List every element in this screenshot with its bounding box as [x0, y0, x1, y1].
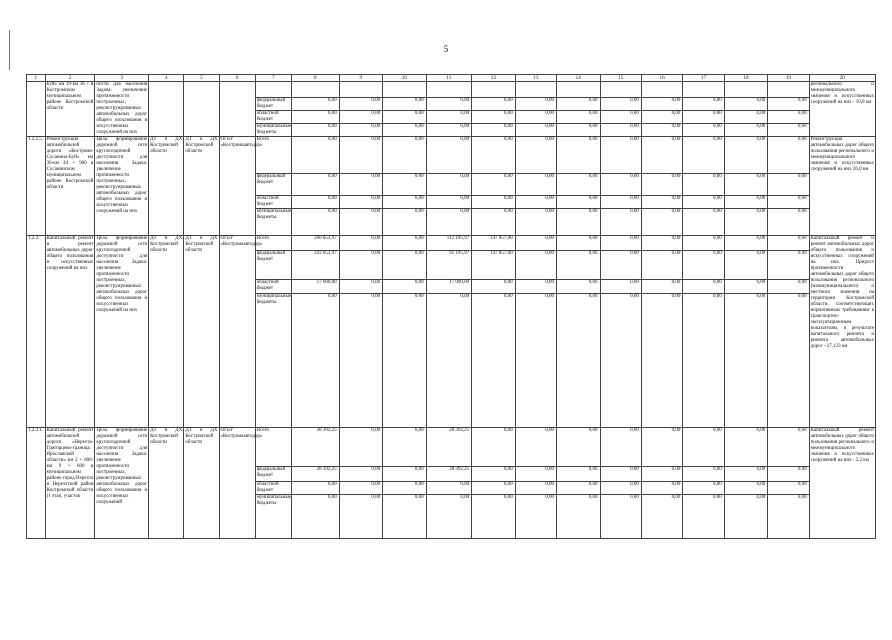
- funding-source: федеральный бюджет: [255, 467, 291, 482]
- funding-source: федеральный бюджет: [255, 251, 291, 280]
- funding-value: 0,00: [472, 124, 515, 137]
- funding-value: 0,00: [641, 251, 682, 280]
- funding-value: 0,00: [641, 294, 682, 428]
- expected-result: Реконструкция автомобильных дорог общего пользования регионального и межмуниципального значения и искусственных сооружений на них 26,0 км: [809, 137, 875, 236]
- funding-value: 0,00: [515, 280, 556, 294]
- funding-value: 0,00: [515, 111, 556, 124]
- funding-value: 0,00: [426, 209, 472, 236]
- funding-value: 0,00: [683, 98, 724, 111]
- funding-value: 0,00: [426, 137, 472, 174]
- executor-participant: [219, 82, 255, 137]
- funding-value: 0,00: [724, 467, 767, 482]
- funding-value: 0,00: [724, 251, 767, 280]
- funding-value: 0,00: [383, 98, 426, 111]
- funding-value: 0,00: [600, 111, 641, 124]
- funding-value: 0,00: [683, 196, 724, 209]
- item-name: Капитальный ремонт и ремонт автомобильных дорог общего пользования и искусственных сооружений на них: [45, 236, 95, 428]
- funding-value: 0,00: [383, 209, 426, 236]
- funding-value: 0,00: [515, 495, 556, 539]
- funding-value: 0,00: [515, 251, 556, 280]
- funding-value: 95 195,97: [426, 251, 472, 280]
- column-number-12: 12: [472, 75, 515, 82]
- column-number-19: 19: [768, 75, 809, 82]
- funding-source: Всего: [255, 236, 291, 251]
- funding-value: 0,00: [768, 294, 809, 428]
- funding-value: 0,00: [472, 111, 515, 124]
- funding-value: 0,00: [339, 495, 382, 539]
- funding-source: федеральный бюджет: [255, 174, 291, 196]
- funding-value: 0,00: [768, 236, 809, 251]
- executor-coexecutor: [184, 82, 219, 137]
- executor-coexecutor: ДТ и ДХ Костромской области: [184, 137, 219, 236]
- funding-value: 0,00: [641, 467, 682, 482]
- funding-value: 0,00: [383, 251, 426, 280]
- item-number: [27, 82, 46, 137]
- funding-value: 0,00: [557, 294, 600, 428]
- funding-value: 0,00: [768, 482, 809, 495]
- funding-value: 0,00: [291, 294, 339, 428]
- goal-and-tasks: Цель: формирование дорожной сети круглогодичной доступности для населения Задача: увеличение протяженности построенных, реконструированных автомобильных дорог общего пользования и искусственных сооружений на них: [95, 236, 149, 428]
- funding-value: 0,00: [291, 111, 339, 124]
- funding-value: 0,00: [291, 482, 339, 495]
- item-number: 1.2.3.: [27, 236, 46, 428]
- funding-value: 0,00: [426, 495, 472, 539]
- funding-value: 0,00: [600, 174, 641, 196]
- funding-value: 243 052,97: [291, 251, 339, 280]
- funding-value: 0,00: [600, 495, 641, 539]
- funding-value: 0,00: [383, 124, 426, 137]
- funding-value: 0,00: [600, 124, 641, 137]
- table-body: [27, 75, 876, 539]
- table-row: [27, 137, 876, 174]
- funding-value: 0,00: [515, 236, 556, 251]
- funding-value: [641, 82, 682, 98]
- funding-value: 0,00: [515, 482, 556, 495]
- funding-value: 0,00: [291, 137, 339, 174]
- funding-value: [768, 82, 809, 98]
- funding-value: 0,00: [383, 196, 426, 209]
- funding-value: [426, 82, 472, 98]
- funding-value: 0,00: [600, 280, 641, 294]
- funding-value: 0,00: [515, 98, 556, 111]
- funding-value: 0,00: [557, 209, 600, 236]
- funding-source: областной бюджет: [255, 111, 291, 124]
- column-number-20: 20: [809, 75, 875, 82]
- funding-value: 0,00: [641, 280, 682, 294]
- funding-value: 0,00: [724, 482, 767, 495]
- funding-value: 0,00: [768, 495, 809, 539]
- expected-result: Капитальный ремонт автомобильных дорог общего пользования регионального и межмуниципального значения и искусственных сооружений на них - 2,2 км: [809, 428, 875, 539]
- executor-participant: ОГБУ «Костромаавтодор»: [219, 428, 255, 539]
- funding-value: 0,00: [291, 196, 339, 209]
- funding-value: 0,00: [600, 467, 641, 482]
- funding-value: 0,00: [683, 174, 724, 196]
- funding-value: [472, 82, 515, 98]
- funding-value: 0,00: [472, 467, 515, 482]
- funding-value: 0,00: [472, 294, 515, 428]
- table-row: [27, 236, 876, 251]
- funding-value: 0,00: [768, 467, 809, 482]
- executor-responsible: [149, 82, 184, 137]
- column-number-14: 14: [557, 75, 600, 82]
- funding-value: 0,00: [383, 467, 426, 482]
- funding-value: 0,00: [683, 137, 724, 174]
- table-row: [27, 82, 876, 98]
- funding-value: 0,00: [515, 124, 556, 137]
- column-number-2: 2: [45, 75, 95, 82]
- funding-value: 0,00: [724, 124, 767, 137]
- item-name: Буй» км 19-км 36 + в Костромском муниципальном районе Костромской области: [45, 82, 95, 137]
- column-number-8: 8: [291, 75, 339, 82]
- funding-value: 0,00: [515, 174, 556, 196]
- funding-value: 0,00: [600, 137, 641, 174]
- funding-value: 0,00: [339, 467, 382, 482]
- funding-value: 147 857,00: [472, 236, 515, 251]
- funding-value: 0,00: [600, 251, 641, 280]
- column-number-17: 17: [683, 75, 724, 82]
- funding-value: 0,00: [383, 111, 426, 124]
- expected-result: Капитальный ремонт и ремонт автомобильных дорог общего пользования и искусственных сооружений на них. Прирост протяженности автомобильных дорог общего пользования регионального (межмуниципального) и местного значения на территории Костромской области, соответствующих нормативным требованиям к транспортно-эксплуатационным показателям, в результате капитального ремонта и ремонта автомобильных дорог - 27,123 км: [809, 236, 875, 428]
- funding-value: 0,00: [600, 236, 641, 251]
- funding-value: 0,00: [724, 137, 767, 174]
- column-number-4: 4: [149, 75, 184, 82]
- column-number-5: 5: [184, 75, 219, 82]
- funding-value: 0,00: [472, 174, 515, 196]
- funding-value: 0,00: [557, 467, 600, 482]
- funding-source: [255, 82, 291, 98]
- funding-value: 0,00: [683, 111, 724, 124]
- funding-value: 0,00: [291, 495, 339, 539]
- column-number-15: 15: [600, 75, 641, 82]
- funding-value: 0,00: [600, 482, 641, 495]
- executor-participant: ОГБУ «Костромаавтодор»: [219, 236, 255, 428]
- funding-value: 0,00: [426, 174, 472, 196]
- funding-value: [683, 82, 724, 98]
- funding-value: 0,00: [600, 98, 641, 111]
- funding-value: 0,00: [515, 428, 556, 467]
- column-number-13: 13: [515, 75, 556, 82]
- executor-responsible: ДТ и ДХ Костромской области: [149, 236, 184, 428]
- funding-value: 0,00: [472, 428, 515, 467]
- funding-value: [724, 82, 767, 98]
- funding-value: 0,00: [641, 482, 682, 495]
- funding-value: 0,00: [641, 174, 682, 196]
- funding-value: 0,00: [557, 98, 600, 111]
- funding-value: 0,00: [724, 428, 767, 467]
- funding-value: 0,00: [768, 280, 809, 294]
- funding-value: 0,00: [557, 251, 600, 280]
- funding-value: 0,00: [724, 111, 767, 124]
- executor-participant: ОГБУ «Костромаавтодор»: [219, 137, 255, 236]
- funding-value: 0,00: [515, 209, 556, 236]
- funding-value: 0,00: [472, 98, 515, 111]
- funding-value: 0,00: [683, 209, 724, 236]
- funding-value: 17 000,00: [426, 280, 472, 294]
- funding-value: 0,00: [291, 98, 339, 111]
- item-name: Капитальный ремонт автомобильной дороги «Нерехта-Григорцево-граница Ярославской области» км 2 + 600-км 9 + 600 в муниципальном районе город Нерехта и Нерехтский район Костромской области (1 этап, участок: [45, 428, 95, 539]
- funding-value: 28 392,25: [426, 467, 472, 482]
- funding-value: 0,00: [557, 495, 600, 539]
- funding-value: 0,00: [339, 251, 382, 280]
- funding-source: областной бюджет: [255, 482, 291, 495]
- funding-value: 0,00: [515, 294, 556, 428]
- page-number: 5: [443, 44, 449, 54]
- funding-value: 0,00: [768, 196, 809, 209]
- funding-value: [383, 82, 426, 98]
- funding-value: 0,00: [557, 174, 600, 196]
- funding-source: областной бюджет: [255, 280, 291, 294]
- funding-value: 0,00: [515, 196, 556, 209]
- funding-value: 0,00: [683, 294, 724, 428]
- column-number-10: 10: [383, 75, 426, 82]
- funding-value: 0,00: [339, 280, 382, 294]
- column-number-18: 18: [724, 75, 767, 82]
- funding-value: 0,00: [600, 209, 641, 236]
- funding-value: 260 052,97: [291, 236, 339, 251]
- item-number: 1.2.2.5.: [27, 137, 46, 236]
- funding-value: 0,00: [557, 428, 600, 467]
- funding-value: [339, 82, 382, 98]
- funding-value: 0,00: [683, 236, 724, 251]
- funding-value: 0,00: [339, 137, 382, 174]
- funding-source: муниципальные бюджеты: [255, 294, 291, 428]
- funding-value: 0,00: [383, 137, 426, 174]
- goal-and-tasks: пости для населения Задача: увеличение протяженности построенных, реконструированных автомобильных дорог общего пользования и искусственных сооружений на них: [96, 82, 148, 135]
- funding-value: 0,00: [768, 98, 809, 111]
- funding-value: 112 195,97: [426, 236, 472, 251]
- table-row: [27, 428, 876, 467]
- column-number-16: 16: [641, 75, 682, 82]
- funding-value: 0,00: [600, 294, 641, 428]
- funding-value: [557, 82, 600, 98]
- funding-value: 0,00: [557, 196, 600, 209]
- funding-value: 0,00: [383, 174, 426, 196]
- funding-value: 0,00: [600, 428, 641, 467]
- funding-value: 0,00: [291, 174, 339, 196]
- funding-value: 0,00: [339, 174, 382, 196]
- funding-value: 0,00: [339, 428, 382, 467]
- funding-value: 0,00: [768, 111, 809, 124]
- funding-value: 0,00: [383, 428, 426, 467]
- funding-value: 0,00: [683, 467, 724, 482]
- funding-value: 0,00: [683, 482, 724, 495]
- funding-value: 0,00: [683, 428, 724, 467]
- funding-source: федеральный бюджет: [255, 98, 291, 111]
- funding-value: 0,00: [426, 98, 472, 111]
- funding-value: 0,00: [339, 98, 382, 111]
- funding-source: муниципальные бюджеты: [256, 124, 292, 135]
- funding-value: 0,00: [383, 482, 426, 495]
- funding-value: 0,00: [426, 482, 472, 495]
- funding-value: 0,00: [724, 495, 767, 539]
- column-number-7: 7: [255, 75, 291, 82]
- funding-value: 28 392,25: [291, 467, 339, 482]
- funding-value: 0,00: [472, 209, 515, 236]
- funding-value: 0,00: [383, 236, 426, 251]
- funding-source: муниципальные бюджеты: [255, 209, 291, 236]
- goal-and-tasks: Цель: формирование дорожной сети круглогодичной доступности для населения Задача: увеличение протяженности построенных, реконструированных автомобильных дорог общего пользования и искусственных сооружений на них: [95, 137, 149, 236]
- funding-source: Всего: [255, 137, 291, 174]
- funding-value: 0,00: [768, 251, 809, 280]
- funding-value: 0,00: [641, 495, 682, 539]
- funding-value: 0,00: [683, 495, 724, 539]
- funding-value: 0,00: [339, 111, 382, 124]
- funding-value: 0,00: [339, 209, 382, 236]
- funding-value: 0,00: [768, 124, 809, 137]
- funding-value: 0,00: [515, 467, 556, 482]
- funding-source: муниципальные бюджеты: [255, 495, 291, 539]
- executor-responsible: ДТ и ДХ Костромской области: [149, 137, 184, 236]
- funding-value: 0,00: [768, 428, 809, 467]
- funding-value: 0,00: [472, 137, 515, 174]
- funding-value: 0,00: [383, 495, 426, 539]
- funding-value: [600, 82, 641, 98]
- goal-and-tasks: Цель: формирование дорожной сети круглогодичной доступности для населения Задача: увеличение протяженности построенных, реконструированных автомобильных дорог общего пользования и искусственных сооружений: [95, 428, 149, 539]
- funding-value: 0,00: [472, 280, 515, 294]
- funding-value: 0,00: [472, 196, 515, 209]
- funding-value: 147 857,00: [472, 251, 515, 280]
- funding-value: [291, 82, 339, 98]
- funding-value: 0,00: [724, 174, 767, 196]
- funding-value: 0,00: [426, 294, 472, 428]
- funding-value: 0,00: [426, 124, 472, 137]
- item-name: Реконструкция автомобильной дороги «Кострома-Сусанино-Буй» км 36-км 44 + 900 в Сусанинском муниципальном районе Костромской области: [45, 137, 95, 236]
- funding-value: 0,00: [641, 196, 682, 209]
- executor-coexecutor: ДТ и ДХ Костромской области: [184, 236, 219, 428]
- funding-value: 0,00: [641, 137, 682, 174]
- column-number-1: 1: [27, 75, 46, 82]
- funding-value: 0,00: [641, 98, 682, 111]
- executor-responsible: ДТ и ДХ Костромской области: [149, 428, 184, 539]
- funding-value: 0,00: [683, 251, 724, 280]
- funding-value: 0,00: [641, 111, 682, 124]
- funding-value: [515, 82, 556, 98]
- funding-value: 0,00: [291, 209, 339, 236]
- funding-source: областной бюджет: [255, 196, 291, 209]
- funding-value: 0,00: [557, 482, 600, 495]
- funding-value: 0,00: [339, 196, 382, 209]
- funding-value: 0,00: [768, 174, 809, 196]
- funding-value: 0,00: [768, 137, 809, 174]
- funding-value: 0,00: [339, 482, 382, 495]
- expected-result: регионального и межмуниципального значения и искусственных сооружений на них - 10,0 км: [809, 82, 875, 137]
- funding-value: 0,00: [641, 428, 682, 467]
- funding-value: 0,00: [724, 294, 767, 428]
- funding-source: Всего: [255, 428, 291, 467]
- program-table: [26, 74, 876, 539]
- column-number-9: 9: [339, 75, 382, 82]
- funding-value: 17 000,00: [291, 280, 339, 294]
- funding-value: 0,00: [557, 236, 600, 251]
- funding-value: 0,00: [515, 137, 556, 174]
- funding-value: 0,00: [339, 124, 382, 137]
- funding-value: 0,00: [472, 495, 515, 539]
- funding-value: 0,00: [557, 280, 600, 294]
- funding-value: 0,00: [557, 137, 600, 174]
- funding-value: 0,00: [683, 124, 724, 137]
- funding-value: 0,00: [641, 209, 682, 236]
- funding-value: 0,00: [641, 236, 682, 251]
- funding-value: 0,00: [641, 124, 682, 137]
- funding-value: 0,00: [724, 280, 767, 294]
- funding-value: 0,00: [383, 280, 426, 294]
- funding-value: 28 392,25: [291, 428, 339, 467]
- funding-value: 0,00: [724, 98, 767, 111]
- funding-value: 0,00: [472, 482, 515, 495]
- funding-value: 0,00: [557, 124, 600, 137]
- funding-value: 28 392,25: [426, 428, 472, 467]
- funding-value: 0,00: [724, 196, 767, 209]
- funding-value: 0,00: [768, 209, 809, 236]
- column-number-row: [27, 75, 876, 82]
- funding-value: 0,00: [600, 196, 641, 209]
- funding-value: 0,00: [724, 236, 767, 251]
- funding-value: 0,00: [291, 124, 339, 137]
- funding-value: 0,00: [683, 280, 724, 294]
- funding-value: 0,00: [557, 111, 600, 124]
- column-number-6: 6: [219, 75, 255, 82]
- funding-value: 0,00: [426, 196, 472, 209]
- executor-coexecutor: ДТ и ДХ Костромской области: [184, 428, 219, 539]
- funding-value: 0,00: [724, 209, 767, 236]
- funding-value: 0,00: [339, 294, 382, 428]
- item-number: 1.2.3.1.: [27, 428, 46, 539]
- funding-value: 0,00: [426, 111, 472, 124]
- funding-value: 0,00: [383, 294, 426, 428]
- column-number-11: 11: [426, 75, 472, 82]
- funding-value: 0,00: [339, 236, 382, 251]
- column-number-3: 3: [95, 75, 149, 82]
